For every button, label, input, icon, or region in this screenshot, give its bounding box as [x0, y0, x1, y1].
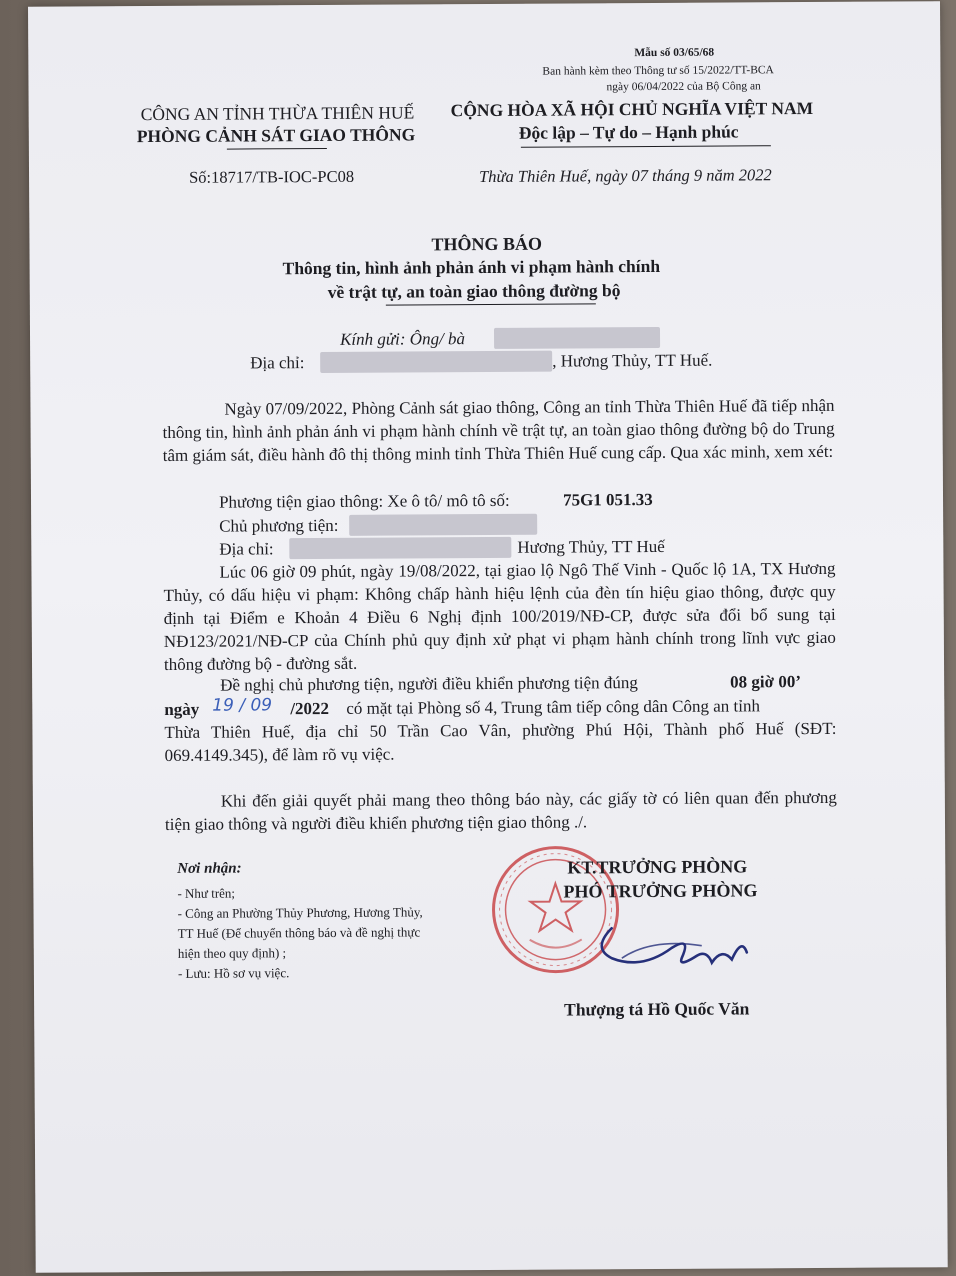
paragraph-reminder: Khi đến giải quyết phải mang theo thông báo này, các giấy tờ có liên quan đến phương tiện giao thông và người điều khiển phương tiện giao thông ./. [164, 787, 837, 834]
recipients-list [177, 882, 423, 983]
paragraph-request-after: có mặt tại Phòng số 4, Trung tâm tiếp công dân Công an tỉnh [346, 696, 761, 718]
signature-title-1: KT.TRƯỞNG PHÒNG [567, 856, 748, 878]
recipients-item: - Công an Phường Thủy Phương, Hương Thủy, [177, 904, 423, 921]
paragraph-intro: Ngày 07/09/2022, Phòng Cảnh sát giao thông, Công an tỉnh Thừa Thiên Huế đã tiếp nhận thông tin, hình ảnh phản ánh vi phạm hành chính về trật tự, an toàn giao thông đường bộ do Trung tâm giám sát, điều hành đô thị thông minh tỉnh Thừa Thiên Huế cung cấp. Qua xác minh, xem xét: [162, 395, 835, 465]
agency-name: CÔNG AN TỈNH THỪA THIÊN HUẾ [140, 102, 415, 125]
agency-department: PHÒNG CẢNH SÁT GIAO THÔNG [136, 124, 416, 147]
paragraph-request-start: Đề nghị chủ phương tiện, người điều khiển phương tiện đúng [220, 673, 638, 695]
vehicle-label: Phương tiện giao thông: Xe ô tô/ mô tô số: [218, 490, 510, 512]
form-issued-line2: ngày 06/04/2022 của Bộ Công an [606, 80, 761, 94]
nation-motto: Độc lập – Tự do – Hạnh phúc [518, 121, 739, 143]
place-date: Thừa Thiên Huế, ngày 07 tháng 9 năm 2022 [478, 165, 772, 187]
document-subtitle-2: về trật tự, an toàn giao thông đường bộ [327, 280, 621, 302]
redacted-address [320, 351, 552, 373]
title-underline [386, 303, 596, 305]
signature-title-2: PHÓ TRƯỞNG PHÒNG [563, 880, 758, 902]
document-number: Số:18717/TB-IOC-PC08 [188, 166, 355, 187]
form-issued-line1: Ban hành kèm theo Thông tư số 15/2022/TT-BCA [542, 64, 774, 78]
appointment-handwritten-date: 19 / 09 [212, 695, 273, 716]
recipient-address-tail: , Hương Thủy, TT Huế. [552, 350, 713, 371]
paragraph-request-rest: Thừa Thiên Huế, địa chỉ 50 Trần Cao Vân, phường Phú Hội, Thành phố Huế (SĐT: 069.4149.345), để làm rõ vụ việc. [164, 718, 837, 765]
document-title: THÔNG BÁO [431, 233, 543, 255]
redacted-name [494, 327, 660, 349]
recipients-title: Nơi nhận: [177, 860, 242, 877]
paragraph-violation: Lúc 06 giờ 09 phút, ngày 19/08/2022, tại giao lộ Ngô Thế Vinh - Quốc lộ 1A, TX Hương Thủy, có dấu hiệu vi phạm: Không chấp hành hiệu lệnh của đèn tín hiệu giao thông, được quy định tại Điểm e Khoản 4 Điều 6 Nghị định 100/2019/NĐ-CP, được sửa đổi bổ sung tại NĐ123/2021/NĐ-CP của Chính phủ quy định xử phạt vi phạm hành chính trong lĩnh vực giao thông đường bộ - đường sắt. [163, 558, 836, 674]
recipient-address-label: Địa chỉ: [250, 353, 305, 373]
signer-name: Thượng tá Hồ Quốc Văn [564, 998, 750, 1020]
appointment-time: 08 giờ 00’ [730, 672, 802, 692]
appointment-year: /2022 [290, 698, 330, 719]
recipients-item: - Lưu: Hồ sơ vụ việc. [177, 965, 290, 981]
agency-underline [227, 148, 327, 150]
document-subtitle-1: Thông tin, hình ảnh phản ánh vi phạm hành chính [282, 255, 661, 279]
form-code: Mẫu số 03/65/68 [634, 46, 715, 60]
owner-label: Chủ phương tiện: [219, 515, 339, 536]
recipients-item: TT Huế (Để chuyển thông báo và đề nghị thực [177, 924, 421, 941]
owner-address-tail: Hương Thủy, TT Huế [517, 536, 665, 557]
owner-address-label: Địa chỉ: [219, 539, 274, 559]
document-page [28, 1, 948, 1273]
recipient-greeting: Kính gửi: Ông/ bà [339, 329, 466, 349]
redacted-owner-address [289, 537, 511, 559]
motto-underline [521, 145, 771, 148]
handwritten-signature [582, 907, 752, 978]
redacted-owner [349, 514, 537, 536]
vehicle-plate: 75G1 051.33 [562, 489, 653, 510]
recipients-item: - Như trên; [177, 885, 236, 901]
nation-name: CỘNG HÒA XÃ HỘI CHỦ NGHĨA VIỆT NAM [450, 97, 814, 121]
appointment-day-label: ngày [164, 699, 200, 719]
recipients-item: hiện theo quy định) ; [177, 945, 287, 961]
